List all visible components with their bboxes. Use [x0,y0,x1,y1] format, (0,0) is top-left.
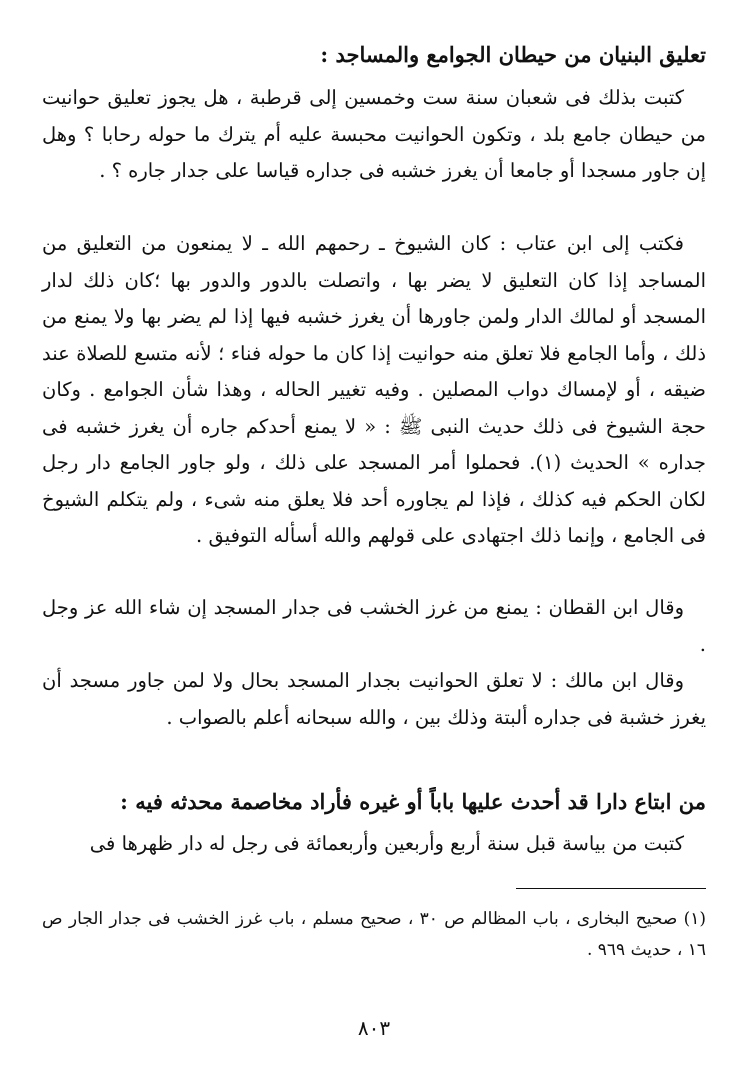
paragraph-ibn-malik: وقال ابن مالك : لا تعلق الحوانيت بجدار المسجد بحال ولا لمن جاور مسجد أن يغرز خشبة فى جداره ألبتة وذلك بين ، والله سبحانه أعلم بالصواب . [42,669,706,729]
section-heading-purchased-house: من ابتاع دارا قد أحدث عليها باباً أو غيره فأراد مخاصمة محدثه فيه : [120,789,706,814]
section-heading-hanging-shops: تعليق البنيان من حيطان الجوامع والمساجد : [320,42,706,67]
footnote-divider [516,888,706,889]
paragraph-ibn-attab-answer: فكتب إلى ابن عتاب : كان الشيوخ ـ رحمهم الله ـ لا يمنعون من التعليق من المساجد إذا كان التعليق لا يضر بها ، واتصلت بالدور والدور بها ؛كان ذلك لدار المسجد أو لمالك الدار ولمن جاورها أن يغرز خشبه فيها إذا لم يضر بها ولا يمنع من ذلك ، وأما الجامع فلا تعلق منه حوانيت إذا كان ما حوله فناء ؛ لأنه متسع للصلاة عند ضيقه ، أو لإمساك دواب المصلين . وفيه تغيير الحاله ، وهذا شأن الجوامع . وكان حجة الشيوخ فى ذلك حديث النبى ﷺ : « لا يمنع أحدكم جاره أن يغرز خشبه فى جداره » الحديث (١). فحملوا أمر المسجد على ذلك ، ولو جاور الجامع دار رجل لكان الحكم فيه كذلك ، فإذا لم يجاوره أحد فلا يعلق منه شىء ، ولم يتكلم الشيوخ فى الجامع ، وإنما ذلك اجتهادى على قولهم والله أسأله التوفيق . [42,232,706,547]
footnote: (١) صحيح البخارى ، باب المظالم ص ٣٠ ، صحيح مسلم ، باب غرز الخشب فى جدار الجار ص ١٦ ، حديث ٩٦٩ . [42,909,707,960]
paragraph-ibn-al-qattan: وقال ابن القطان : يمنع من غرز الخشب فى جدار المسجد إن شاء الله عز وجل . [42,596,706,656]
paragraph-question-cordoba: كتبت بذلك فى شعبان سنة ست وخمسين إلى قرطبة ، هل يجوز تعليق حوانيت من حيطان جامع بلد ، وتكون الحوانيت محبسة عليه أم يترك ما حوله رحابا ؟ وهل إن جاور مسجدا أو جامعا أن يغرز خشبه فى جداره قياسا على جدار جاره ؟ . [42,86,706,182]
page-number: ٨٠٣ [357,1016,391,1040]
paragraph-baeza-letter: كتبت من بياسة قبل سنة أربع وأربعين وأربعمائة فى رجل له دار ظهرها فى [89,832,684,855]
